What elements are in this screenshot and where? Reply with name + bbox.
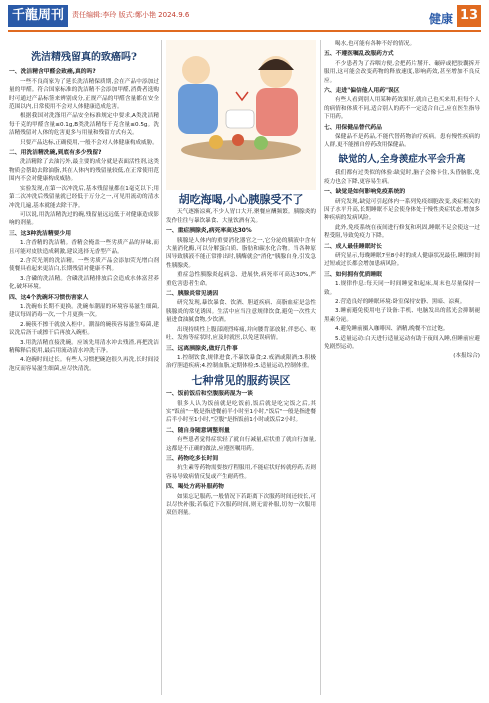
paragraph: 天气逐渐凉爽,不少人胃口大开,聚餐应酬频繁。胰腺炎的发作往往与暴饮暴食、大量饮酒有关。 <box>166 209 316 224</box>
paragraph: 4.泡碗时间过长。有些人习惯把碗泡很久再洗,长时间浸泡反而容易滋生细菌,应尽快清洗。 <box>9 357 159 372</box>
paragraph: 2.碗筷不擦干就放入柜中。潮湿的碗筷容易滋生霉菌,建议洗后沥干或擦干后再放入碗柜。 <box>9 321 159 337</box>
editor-credits: 责任编辑:李玲 版式:鄭小艳 2024.9.6 <box>72 11 190 19</box>
paragraph: 保健品不是药品,不能代替药物治疗疾病。患有慢性疾病的人群,更不能擅自停药改用保健品。 <box>324 134 480 149</box>
paragraph: 重症急性胰腺炎起病急、进展快,病死率可高达30%,严重危害患者生命。 <box>166 272 316 287</box>
subheading: 一、缺觉是如何影响免疫系统的 <box>324 189 406 196</box>
paragraph: 1.洗碗布长期不更换。洗碗布潮湿的环境容易滋生细菌,建议每周消毒一次,一个月更换一次。 <box>9 303 159 319</box>
paragraph: 3.用洗洁精直接洗碗。应该先用清水冲去残渣,再把洗洁精稀释后使用,最后用流动清水冲洗干净。 <box>9 339 159 354</box>
article-title: 缺觉的人,全身羡症水平会升高 <box>338 153 466 165</box>
paragraph: 实验发现,在第一次冲洗后,基本残留量都在1毫克以下;用第二次冲洗后残留量就已经低于万分之一,可见用流动的清水冲洗几遍,基本就能去除干净。 <box>9 185 159 209</box>
paragraph: 此外,免疫系统在夜间进行修复和巩固,睡眠不足会使这一过程受阻,导致免疫力下降。 <box>324 224 480 240</box>
article-body <box>9 68 159 373</box>
subheading: 一、重症胰腺炎,病死率高达30% <box>166 228 252 235</box>
subheading: 四、这4个洗碗坏习惯伤害家人 <box>9 294 89 301</box>
column-divider <box>161 40 162 695</box>
subheading: 二、随自身随意调整剂量 <box>166 427 230 434</box>
paragraph: 胰腺是人体内的重要消化器官之一,它分泌的胰液中含有大量消化酶,可以分解蛋白质、脂肪和碳水化合物。当各种原因导致胰液不能正常排出时,胰酶就会"消化"胰腺自身,引发急性胰腺炎。 <box>166 237 316 269</box>
subheading: 三、药物吃多长时间 <box>166 455 219 462</box>
article-title: 胡吃海喝,小心胰腺受不了 <box>178 193 304 206</box>
paragraph: 抗生素等药物需要按疗程服用,不能症状好转就停药,否则容易导致病情反复或产生耐药性。 <box>166 465 316 480</box>
paragraph: 有些患者觉得症状轻了就自行减量,症状重了就自行加量,这都是不正确的做法,应遵医嘱用药。 <box>166 437 316 452</box>
paragraph: 出现持续性上腹部剧烈疼痛,并向腰背部放射,伴恶心、呕吐、发热等症状时,应及时就医,以免延误病情。 <box>166 326 316 342</box>
paragraph: 5.适量运动:白天进行适量运动有助于夜间入睡,但睡前应避免剧烈运动。 <box>324 335 480 350</box>
page-number: 13 <box>457 5 481 27</box>
subheading: 三、这3种洗洁精要少用 <box>9 230 72 237</box>
header-rule <box>8 30 481 32</box>
paragraph: 4.避免睡前摄入咖啡因、酒精,晚餐不宜过饱。 <box>335 326 449 333</box>
paragraph: 3.含磷的洗洁精。含磷洗洁精排放后会造成水体富营养化,破坏环境。 <box>9 275 159 291</box>
paragraph: 研究发现,缺觉可引起体内一系列免疫细胞改变,炎症相关的因子水平升高,长期睡眠不足会使身体处于慢性炎症状态,增加多种疾病的发病风险。 <box>324 198 480 222</box>
paragraph: 洗洁精除了去油污外,最主要的成分就是表面活性剂,这类物质会帮助去除油脂,其在人体内的残留量较低,在正常使用范围内不会对健康构成威胁。 <box>9 159 159 183</box>
paragraph: 我们都有过类似的体验:缺觉时,脑子会像卡住,头昏脑胀,免疫力也会下降,更容易生病。 <box>324 170 480 185</box>
paragraph: 有些人看到别人用某种药效果好,就自己也买来用,但每个人的病情和体质不同,适合别人的药不一定适合自己,应在医生指导下用药。 <box>324 97 480 121</box>
subheading: 三、远离胰腺炎,做好几件事 <box>166 345 238 352</box>
paragraph: 如果忘记服药,一般情况下若距离下次服药时间还较长,可以尽快补服;若临近下次服药时间,则无需补服,切勿一次服用双倍剂量。 <box>166 493 316 517</box>
page-header <box>0 0 489 34</box>
paragraph: 2.营造良好的睡眠环境:卧室保持安静、黑暗、凉爽。 <box>335 298 466 305</box>
column-divider <box>320 40 321 695</box>
paragraph: 研究发现,暴饮暴食、饮酒、胆道疾病、高脂血症是急性胰腺炎的常见诱因。生活中应当注意规律饮食,避免一次性大量进食油腻食物,少饮酒。 <box>166 300 316 324</box>
section-name: 健康 <box>428 12 453 26</box>
paragraph: 不少患者为了吞咽方便,会把药片掰开、碾碎或把胶囊拆开服用,这可能会改变药物的释放速度,影响药效,甚至增加不良反应。 <box>324 60 480 84</box>
article-sleep <box>324 40 480 361</box>
subheading: 二、成人最佳睡眠时长 <box>324 243 382 250</box>
eating-person-illustration <box>166 40 316 190</box>
subheading: 一、饭前饭后和空腹服药混为一谈 <box>166 391 253 398</box>
paragraph: 根据我国对洗涤用产品安全标准规定中要求,A类洗洁精每千克的甲醛含量≤0.1g,B类洗洁精每千克含量≤0.5g。洗洁精残留对人体的危害更多与用量和残留方式有关。 <box>9 113 159 137</box>
source-note: (本报综合) <box>453 353 480 360</box>
paragraph: 3.睡前避免使用电子设备:手机、电脑发出的蓝光会抑制褪黑素分泌。 <box>324 308 480 323</box>
paragraph: 1.含香精的洗洁精。香精会掩盖一些劣质产品的异味,而且可能对皮肤造成刺激,建议选择无香型产品。 <box>9 240 159 255</box>
paragraph: 1.控制饮食,规律进食,不暴饮暴食;2.戒酒或限酒;3.积极治疗胆道疾病;4.控制血脂,定期体检;5.适量运动,控制体重。 <box>166 354 316 370</box>
masthead-logo: 千龍周刊 <box>8 5 68 27</box>
paragraph: 研究显示,每晚睡眠7至8小时的成人健康状况最佳,睡眠时间过短或过长都会增加患病风险。 <box>324 252 480 268</box>
subheading: 五、不遵医嘱乱改服药方式 <box>324 51 394 58</box>
paragraph: 只要产品达标,正确使用,一般不会对人体健康构成威胁。 <box>20 139 158 146</box>
subheading: 七、用保健品替代药品 <box>324 124 382 131</box>
paragraph: 一些不良商家为了延长洗洁精保质期,会在产品中添加过量的甲醛。符合国家标准的洗洁精不会添加甲醛,消费者选购时可通过产品标签来辨别成分,正规产品的甲醛含量都在安全范围以内,日常使用不会对人体健康造成危害。 <box>9 78 159 111</box>
subheading: 二、用洗洁精洗碗,到底有多少残留? <box>9 150 102 157</box>
subheading: 六、走进"偏信他人用药"误区 <box>324 88 400 95</box>
illustration <box>166 40 316 190</box>
subheading: 三、如何拥有优质睡眠 <box>324 271 382 278</box>
subheading: 二、胰腺炎常见诱因 <box>166 291 219 298</box>
paragraph: 2.含荧光剂的洗洁精。一些劣质产品会添加荧光增白剂使餐具看起来更洁白,长期残留对健康不利。 <box>9 257 159 273</box>
subheading: 四、喝处方药补服药物 <box>166 484 224 491</box>
article-title: 七种常见的服药误区 <box>191 373 291 387</box>
paragraph: 很多人认为饭前就是吃饭前,饭后就是吃完饭之后,其实"饭前"一般是指进餐前半小时至1小时,"饭后"一般是指进餐后半小时至1小时,"空腹"是指饭前1小时或饭后2小时。 <box>166 400 316 424</box>
article-dish-soap <box>9 46 159 374</box>
article-pancreas <box>166 40 316 519</box>
article-title: 洗洁精残留真的致癌吗? <box>31 52 137 63</box>
subheading: 一、洗洁精含甲醛会致癌,真的吗? <box>9 69 96 76</box>
paragraph: 喝水,也可能有各种不好的情况。 <box>335 41 416 47</box>
paragraph: 1.规律作息:每天同一时间睡觉和起床,周末也尽量保持一致。 <box>324 281 480 296</box>
paragraph: 可以说,用洗洁精洗过的碗,残留量远远低于对健康造成影响的剂量。 <box>9 211 159 227</box>
